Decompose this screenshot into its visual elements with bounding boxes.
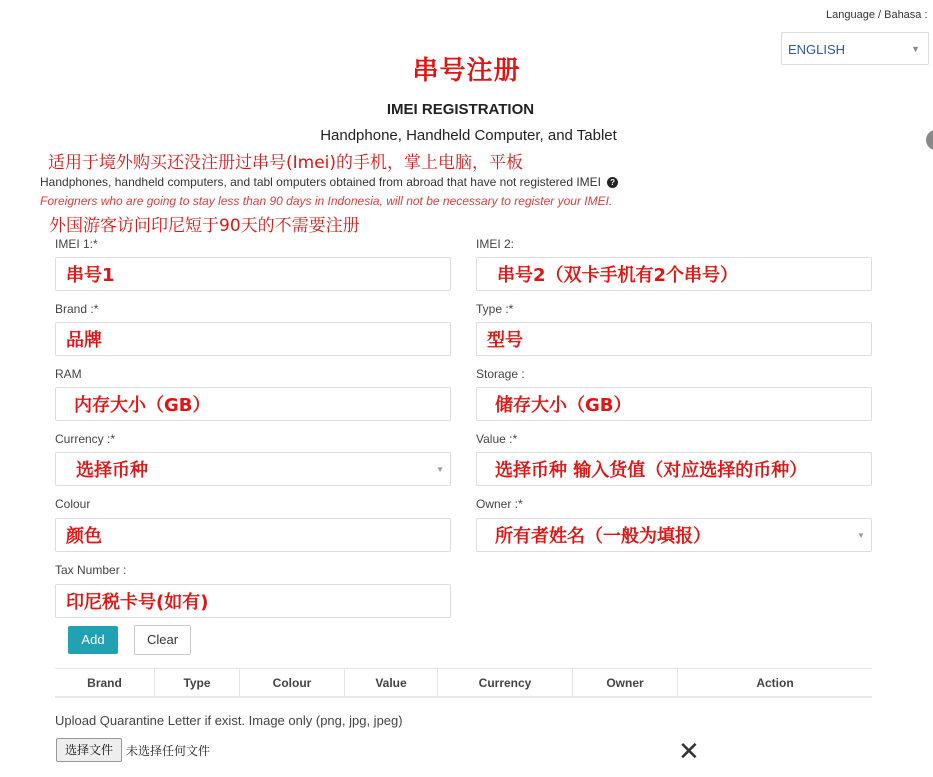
imei1-input[interactable]	[55, 257, 451, 291]
brand-label: Brand :*	[55, 302, 99, 316]
page-title: IMEI REGISTRATION	[386, 101, 535, 118]
add-button[interactable]: Add	[68, 626, 118, 654]
column-header-value: Value	[345, 669, 438, 697]
column-header-brand: Brand	[55, 669, 155, 697]
imei1-value: 串号1	[66, 265, 115, 286]
currency-select[interactable]	[55, 452, 451, 486]
storage-value: 储存大小（GB）	[495, 395, 632, 416]
close-icon[interactable]: ✕	[678, 736, 700, 766]
column-header-action: Action	[756, 676, 794, 690]
page-subtitle: Handphone, Handheld Computer, and Tablet	[320, 127, 617, 144]
tax-label: Tax Number :	[55, 563, 127, 577]
language-select-value: ENGLISH	[788, 42, 846, 57]
page-title-annotation: 串号注册	[412, 56, 521, 86]
description-label: Handphones, handheld computers, and tabl omputers obtained from abroad that have not registered IMEI	[40, 175, 602, 189]
clear-button[interactable]: Clear	[134, 625, 191, 655]
ram-label: RAM	[55, 367, 82, 381]
value-label: Value :*	[476, 432, 518, 446]
brand-value: 品牌	[66, 330, 102, 351]
imei2-label: IMEI 2:	[476, 237, 515, 251]
type-value: 型号	[487, 330, 523, 351]
column-header-owner: Owner	[573, 669, 678, 697]
owner-select[interactable]	[476, 518, 872, 552]
help-icon[interactable]: ?	[607, 177, 618, 188]
tax-value: 印尼税卡号(如有)	[66, 592, 209, 613]
description-text	[40, 175, 618, 189]
chevron-down-icon: ▼	[436, 465, 444, 474]
storage-label: Storage :	[476, 367, 525, 381]
imei2-value: 串号2（双卡手机有2个串号）	[497, 265, 739, 286]
owner-value: 所有者姓名（一般为填报）	[495, 526, 711, 547]
value-input[interactable]	[476, 452, 872, 486]
storage-input[interactable]	[476, 387, 872, 421]
currency-label: Currency :*	[55, 432, 116, 446]
chevron-down-icon: ▼	[857, 531, 865, 540]
column-header-colour: Colour	[240, 669, 345, 697]
ram-input[interactable]	[55, 387, 451, 421]
chevron-down-icon: ▼	[911, 44, 920, 54]
currency-value: 选择币种	[76, 460, 148, 481]
value-value: 选择币种 输入货值（对应选择的币种）	[495, 460, 808, 481]
foreigner-note: Foreigners who are going to stay less than 90 days in Indonesia, will not be necessary to register your IMEI.	[40, 194, 613, 208]
owner-label: Owner :*	[476, 497, 523, 511]
column-header-type: Type	[155, 669, 240, 697]
upload-label: Upload Quarantine Letter if exist. Image only (png, jpg, jpeg)	[55, 713, 403, 728]
type-label: Type :*	[476, 302, 514, 316]
imei2-input[interactable]	[476, 257, 872, 291]
language-label: Language / Bahasa :	[826, 9, 928, 21]
brand-input[interactable]	[55, 322, 451, 356]
ram-value: 内存大小（GB）	[74, 395, 211, 416]
annotation-tourist: 外国游客访问印尼短于90天的不需要注册	[49, 216, 360, 236]
type-input[interactable]	[476, 322, 872, 356]
colour-value: 颜色	[66, 526, 102, 547]
choose-file-button[interactable]: 选择文件	[56, 738, 122, 762]
annotation-applicability: 适用于境外购买还没注册过串号(Imei)的手机，掌上电脑，平板	[48, 153, 524, 173]
file-status: 未选择任何文件	[126, 744, 211, 758]
imei1-label: IMEI 1:*	[55, 237, 98, 251]
tax-input[interactable]	[55, 584, 451, 618]
device-table-header	[55, 668, 872, 698]
column-header-currency: Currency	[438, 669, 573, 697]
colour-input[interactable]	[55, 518, 451, 552]
colour-label: Colour	[55, 497, 91, 511]
